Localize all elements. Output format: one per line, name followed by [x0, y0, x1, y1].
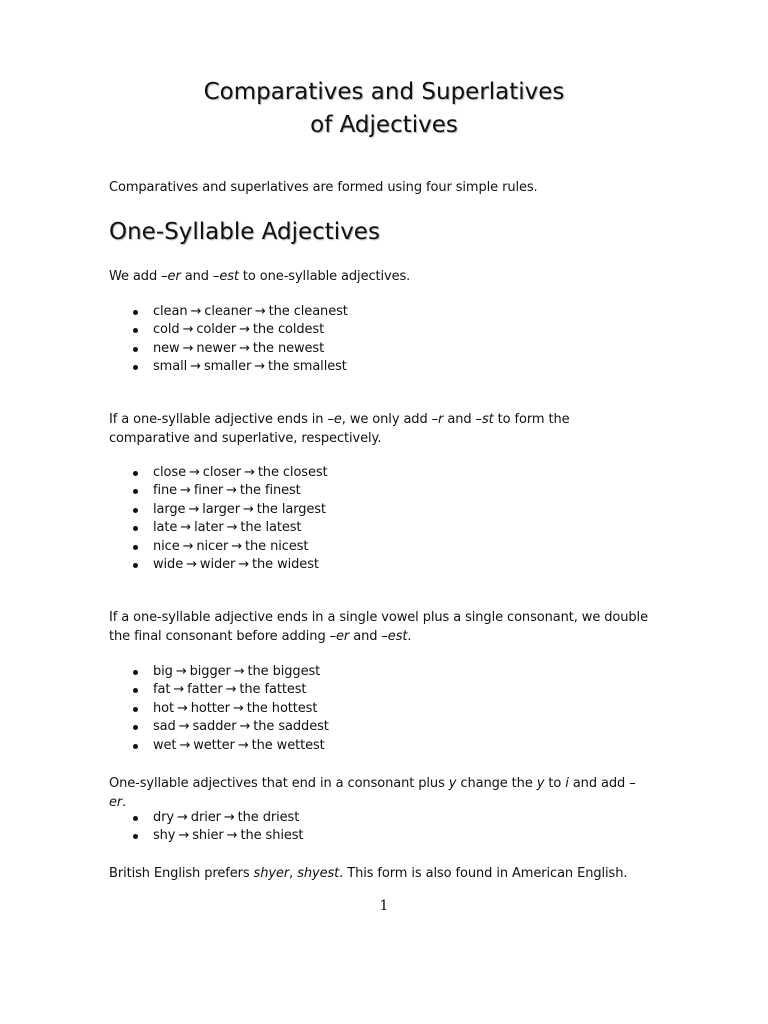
list-item	[0, 737, 329, 755]
page-title	[0, 76, 768, 142]
arrow-icon: →	[225, 682, 237, 698]
adjective-superlative: the nicest	[245, 538, 309, 554]
arrow-icon: →	[239, 719, 251, 735]
adjective-comparative: larger	[202, 501, 240, 517]
adjective-comparative: colder	[196, 322, 237, 338]
list-item	[0, 340, 348, 358]
adjective-comparative: finer	[193, 483, 224, 499]
list-item	[0, 663, 329, 681]
adjective-base: new	[153, 340, 180, 356]
adjective-superlative: the wettest	[251, 737, 325, 753]
adjective-comparative: later	[194, 520, 224, 536]
adjective-comparative: cleaner	[204, 304, 252, 319]
rule-4-paragraph: One-syllable adjectives that end in a consonant plus y change the y to i and add –er.	[109, 776, 636, 810]
arrow-icon: →	[180, 520, 192, 536]
example-list-4	[0, 809, 303, 846]
arrow-icon: →	[232, 700, 244, 716]
adjective-base: large	[153, 501, 186, 517]
title-line-2: of Adjectives	[310, 112, 458, 138]
list-item	[0, 501, 328, 519]
adjective-comparative: sadder	[192, 719, 237, 735]
list-item	[0, 681, 329, 699]
arrow-icon: →	[244, 465, 255, 480]
arrow-icon: →	[173, 682, 185, 698]
adjective-superlative: the largest	[256, 501, 326, 517]
list-item	[0, 358, 348, 376]
adjective-superlative: the fattest	[239, 682, 307, 698]
page-number: 1	[379, 898, 389, 914]
adjective-base: fine	[153, 483, 178, 499]
arrow-icon: →	[223, 810, 235, 825]
example-list-3	[0, 663, 329, 755]
adjective-superlative: the latest	[240, 520, 302, 536]
adjective-superlative: the smallest	[268, 359, 347, 375]
arrow-icon: →	[188, 465, 200, 480]
adjective-base: close	[153, 465, 186, 480]
adjective-comparative: smaller	[203, 359, 252, 375]
arrow-icon: →	[239, 322, 250, 338]
section-heading: One-Syllable Adjectives	[109, 219, 380, 245]
adjective-superlative: the shiest	[240, 828, 304, 844]
list-item	[0, 809, 303, 827]
arrow-icon: →	[177, 810, 188, 825]
adjective-base: cold	[153, 322, 180, 338]
intro-paragraph: Comparatives and superlatives are formed using four simple rules.	[109, 180, 538, 195]
list-item	[0, 321, 348, 339]
arrow-icon: →	[254, 304, 266, 319]
adjective-comparative: fatter	[187, 682, 223, 698]
arrow-icon: →	[238, 557, 250, 573]
adjective-base: late	[153, 520, 178, 536]
adjective-superlative: the closest	[257, 465, 328, 480]
arrow-icon: →	[182, 340, 194, 356]
arrow-icon: →	[239, 340, 250, 356]
arrow-icon: →	[237, 737, 249, 753]
arrow-icon: →	[242, 501, 254, 517]
list-item	[0, 519, 328, 537]
arrow-icon: →	[188, 501, 200, 517]
adjective-superlative: the coldest	[252, 322, 325, 338]
arrow-icon: →	[254, 359, 266, 375]
arrow-icon: →	[182, 322, 194, 338]
list-item	[0, 556, 328, 574]
arrow-icon: →	[190, 359, 201, 375]
arrow-icon: →	[226, 828, 238, 844]
adjective-comparative: bigger	[189, 664, 231, 679]
adjective-base: small	[153, 359, 188, 375]
adjective-base: shy	[153, 828, 176, 844]
arrow-icon: →	[175, 664, 187, 679]
arrow-icon: →	[178, 828, 190, 844]
arrow-icon: →	[180, 483, 191, 499]
adjective-superlative: the driest	[237, 810, 300, 825]
arrow-icon: →	[226, 483, 237, 499]
arrow-icon: →	[233, 664, 245, 679]
adjective-superlative: the finest	[239, 483, 301, 499]
arrow-icon: →	[231, 538, 243, 554]
adjective-comparative: hotter	[190, 700, 230, 716]
adjective-comparative: closer	[202, 465, 242, 480]
arrow-icon: →	[178, 719, 190, 735]
example-list-2	[0, 464, 328, 574]
arrow-icon: →	[177, 700, 188, 716]
rule-1-paragraph: We add –er and –est to one-syllable adjectives.	[109, 269, 411, 284]
arrow-icon: →	[226, 520, 238, 536]
list-item	[0, 482, 328, 500]
list-item	[0, 464, 328, 482]
adjective-base: big	[153, 664, 173, 679]
example-list-1	[0, 303, 348, 377]
adjective-superlative: the widest	[252, 557, 319, 573]
adjective-comparative: wetter	[193, 737, 235, 753]
list-item	[0, 700, 329, 718]
adjective-comparative: shier	[192, 828, 224, 844]
list-item	[0, 538, 328, 556]
adjective-superlative: the biggest	[247, 664, 321, 679]
adjective-superlative: the saddest	[253, 719, 329, 735]
adjective-comparative: nicer	[196, 538, 229, 554]
british-note: British English prefers shyer, shyest. This form is also found in American English.	[109, 866, 628, 881]
adjective-base: clean	[153, 304, 188, 319]
adjective-base: dry	[153, 810, 174, 825]
adjective-comparative: wider	[199, 557, 236, 573]
adjective-base: sad	[153, 719, 176, 735]
adjective-base: hot	[153, 700, 174, 716]
adjective-base: wide	[153, 557, 184, 573]
adjective-base: nice	[153, 538, 180, 554]
adjective-base: fat	[153, 682, 171, 698]
adjective-base: wet	[153, 737, 177, 753]
arrow-icon: →	[190, 304, 202, 319]
title-line-1: Comparatives and Superlatives	[203, 79, 565, 105]
arrow-icon: →	[186, 557, 197, 573]
rule-3-paragraph: If a one-syllable adjective ends in a single vowel plus a single consonant, we double the final consonant before adding –er and –est.	[109, 610, 648, 644]
list-item	[0, 827, 303, 845]
adjective-superlative: the newest	[252, 340, 325, 356]
adjective-superlative: the hottest	[246, 700, 318, 716]
list-item	[0, 303, 348, 321]
rule-2-paragraph: If a one-syllable adjective ends in –e, we only add –r and –st to form the comparative and superlative, respectively.	[109, 412, 570, 446]
arrow-icon: →	[179, 737, 191, 753]
adjective-superlative: the cleanest	[268, 304, 348, 319]
list-item	[0, 718, 329, 736]
arrow-icon: →	[182, 538, 194, 554]
adjective-comparative: newer	[196, 340, 237, 356]
adjective-comparative: drier	[190, 810, 221, 825]
